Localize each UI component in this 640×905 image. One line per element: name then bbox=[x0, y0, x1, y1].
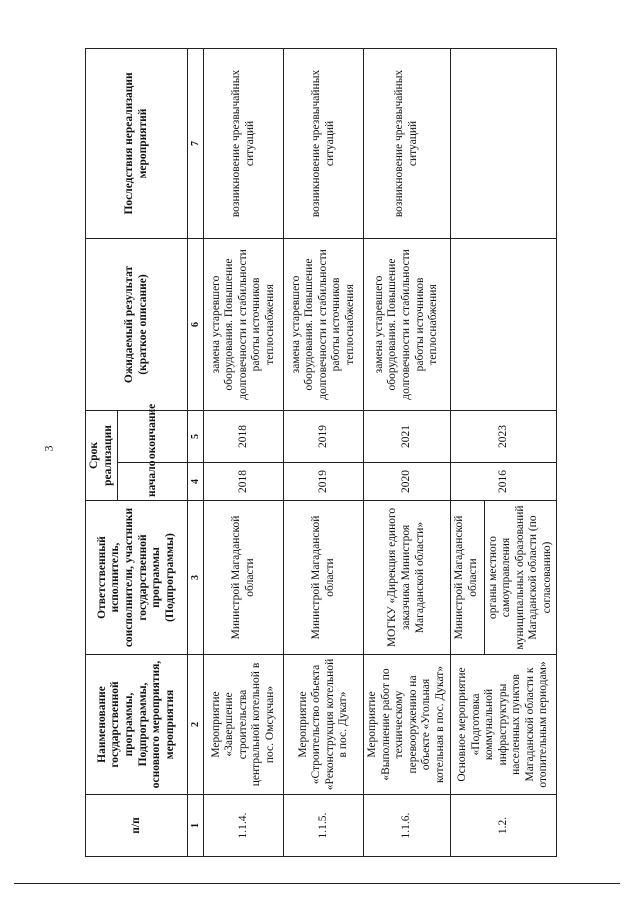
column-number: 6 bbox=[188, 238, 204, 410]
row-consequence bbox=[450, 48, 557, 238]
row-start: 2019 bbox=[284, 463, 364, 501]
column-number: 1 bbox=[188, 795, 204, 857]
row-num: 1.1.4. bbox=[204, 795, 284, 857]
row-name: Мероприятие «Выполнение работ по техническому перевооружению на объекте «Угольная котельная в пос. Дукат» bbox=[364, 655, 450, 795]
row-executor: Министрой Магаданской области bbox=[204, 501, 284, 655]
table-row bbox=[364, 48, 450, 856]
row-end: 2023 bbox=[450, 410, 557, 462]
row-start: 2016 bbox=[450, 463, 557, 501]
column-number: 5 bbox=[188, 410, 204, 462]
header-num: п/п bbox=[86, 795, 188, 857]
row-start: 2018 bbox=[204, 463, 284, 501]
row-result: замена устаревшего оборудования. Повышение долговечности и стабильности работы источников теплоснабжения bbox=[364, 238, 450, 410]
row-result: замена устаревшего оборудования. Повышение долговечности и стабильности работы источников теплоснабжения bbox=[284, 238, 364, 410]
row-result: замена устаревшего оборудования. Повышение долговечности и стабильности работы источников теплоснабжения bbox=[204, 238, 284, 410]
row-start: 2020 bbox=[364, 463, 450, 501]
row-executor: Министрой Магаданской области bbox=[284, 501, 364, 655]
header-name: Наименование государственной программы, Подпрограммы, основного мероприятия, мероприятия bbox=[86, 655, 188, 795]
header-consequence: Последствия нереализации мероприятий bbox=[86, 48, 188, 238]
table-row bbox=[450, 48, 484, 856]
row-executor: МОГКУ «Дирекция единого заказчика Министроя Магаданской области» bbox=[364, 501, 450, 655]
header-end: окончание bbox=[118, 410, 188, 462]
row-name: Мероприятие «Строительство объекта «Реконструкция котельной в пос. Дукат» bbox=[284, 655, 364, 795]
column-number: 7 bbox=[188, 48, 204, 238]
row-executor-secondary: органы местного самоуправления муниципальных образований Магаданской области (по согласованию) bbox=[484, 501, 557, 655]
header-start: начало bbox=[118, 463, 188, 501]
row-consequence: возникновение чрезвычайных ситуаций bbox=[204, 48, 284, 238]
footer-rule bbox=[14, 883, 620, 884]
row-end: 2018 bbox=[204, 410, 284, 462]
row-num: 1.2. bbox=[450, 795, 557, 857]
row-consequence: возникновение чрезвычайных ситуаций bbox=[284, 48, 364, 238]
header-executor: Ответственный исполнитель, соисполнители, участники государственной программы (Подпрограммы) bbox=[86, 501, 188, 655]
column-number: 2 bbox=[188, 655, 204, 795]
column-number: 4 bbox=[188, 463, 204, 501]
row-num: 1.1.5. bbox=[284, 795, 364, 857]
row-result bbox=[450, 238, 557, 410]
row-num: 1.1.6. bbox=[364, 795, 450, 857]
header-result: Ожидаемый результат (краткое описание) bbox=[86, 238, 188, 410]
table-row bbox=[284, 48, 364, 856]
program-table-rotated bbox=[85, 49, 553, 857]
row-name: Мероприятие «Завершение строительства центральной котельной в пос. Омсукчан» bbox=[204, 655, 284, 795]
row-executor: Министрой Магаданской области bbox=[450, 501, 484, 655]
header-term: Срок реализации bbox=[86, 410, 118, 500]
row-name: Основное мероприятие «Подготовка коммунальной инфраструктуры населенных пунктов Магаданской области к отопительным периодам» bbox=[450, 655, 557, 795]
program-table bbox=[85, 48, 557, 857]
row-end: 2019 bbox=[284, 410, 364, 462]
table-row bbox=[204, 48, 284, 856]
row-consequence: возникновение чрезвычайных ситуаций bbox=[364, 48, 450, 238]
row-end: 2021 bbox=[364, 410, 450, 462]
column-number: 3 bbox=[188, 501, 204, 655]
page-number: 3 bbox=[41, 445, 56, 452]
